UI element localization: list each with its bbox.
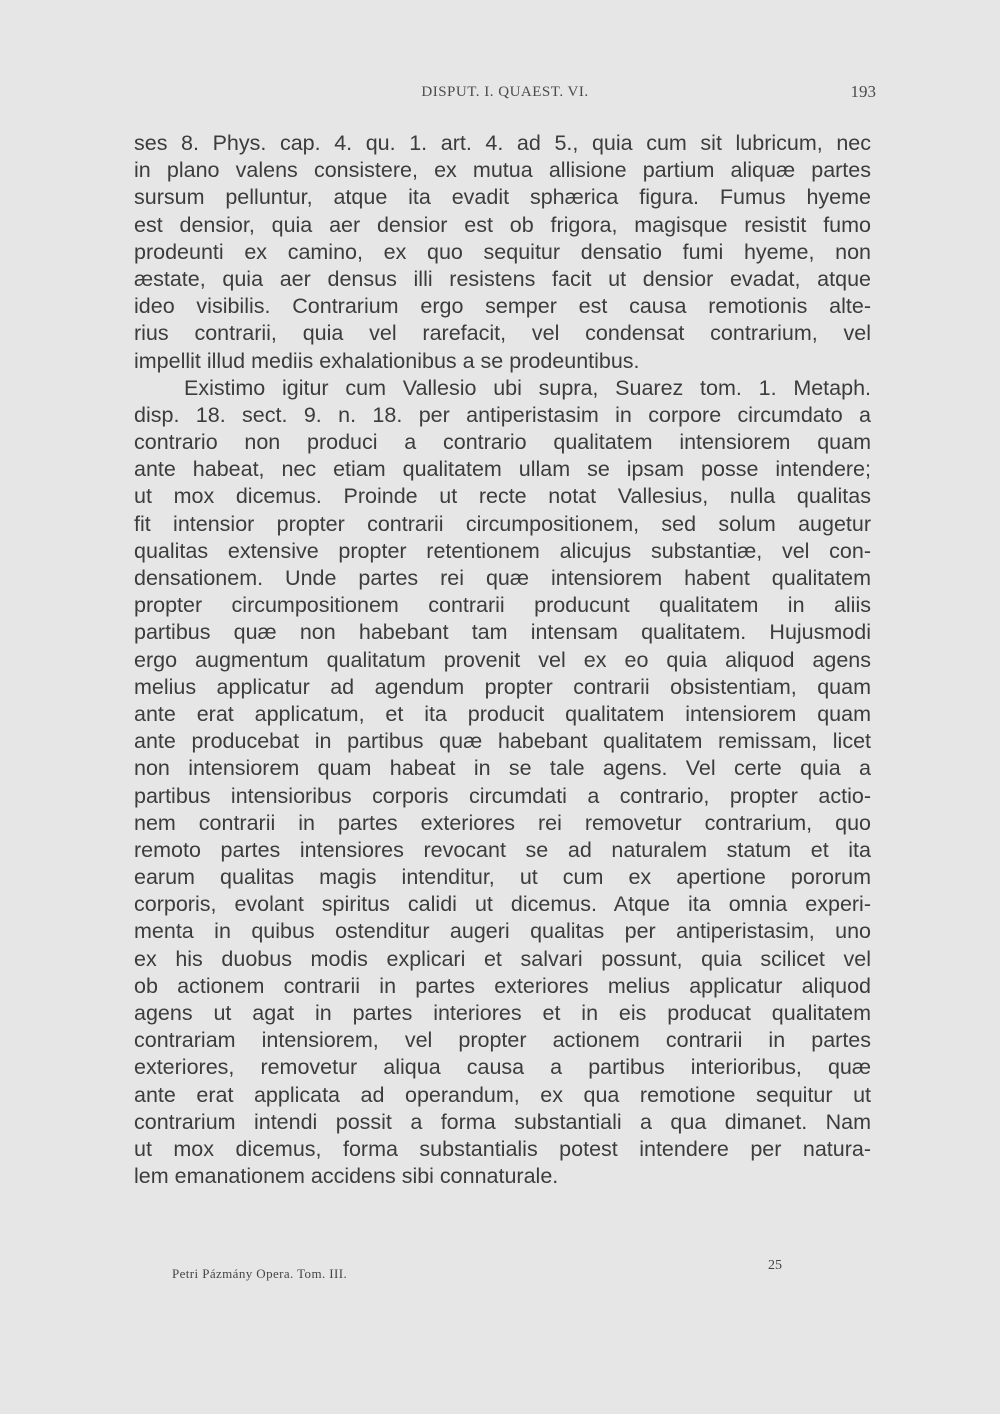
text-line: ante erat applicatum, et ita producit qualitatem intensiorem quam	[134, 701, 871, 726]
text-line: non intensiorem quam habeat in se tale agens. Vel certe quia a	[134, 756, 871, 781]
running-head	[134, 84, 876, 108]
text-line: remoto partes intensiores revocant se ad naturalem statum et ita	[134, 837, 871, 862]
text-line: contrariam intensiorem, vel propter actionem contrarii in partes	[134, 1028, 871, 1053]
text-line: disp. 18. sect. 9. n. 18. per antiperistasim in corpore circumdato a	[134, 402, 871, 427]
text-line: ideo visibilis. Contrarium ergo semper est causa remotionis alte-	[134, 294, 871, 319]
text-line: ex his duobus modis explicari et salvari possunt, quia scilicet vel	[134, 946, 871, 971]
text-line: ob actionem contrarii in partes exteriores melius applicatur aliquod	[134, 973, 871, 998]
text-line: exteriores, removetur aliqua causa a partibus interioribus, quæ	[134, 1055, 871, 1080]
text-line: menta in quibus ostenditur augeri qualitas per antiperistasim, uno	[134, 919, 871, 944]
running-title: DISPUT. I. QUAEST. VI.	[421, 84, 589, 100]
text-line: contrarium intendi possit a forma substantiali a qua dimanet. Nam	[134, 1109, 871, 1134]
text-line: ut mox dicemus, forma substantialis potest intendere per natura-	[134, 1136, 871, 1161]
text-line: lem emanationem accidens sibi connaturale.	[134, 1164, 559, 1189]
text-line: melius applicatur ad agendum propter contrarii obsistentiam, quam	[134, 674, 871, 699]
text-line: ergo augmentum qualitatum provenit vel ex eo quia aliquod agens	[134, 647, 871, 672]
text-line: ses 8. Phys. cap. 4. qu. 1. art. 4. ad 5., quia cum sit lubricum, nec	[134, 131, 871, 155]
text-line: partibus quæ non habebant tam intensam qualitatem. Hujusmodi	[134, 620, 871, 645]
text-line: ut mox dicemus. Proinde ut recte notat Vallesius, nulla qualitas	[134, 484, 871, 509]
body-text	[134, 130, 871, 1190]
text-line: earum qualitas magis intenditur, ut cum ex apertione pororum	[134, 865, 871, 890]
text-line: densationem. Unde partes rei quæ intensiorem habent qualitatem	[134, 566, 871, 590]
text-line: partibus intensioribus corporis circumdati a contrario, propter actio-	[134, 783, 871, 808]
text-line: in plano valens consistere, ex mutua allisione partium aliquæ partes	[134, 158, 871, 183]
text-line: ante erat applicata ad operandum, ex qua remotione sequitur ut	[134, 1082, 871, 1107]
text-line: prodeunti ex camino, ex quo sequitur densatio fumi hyeme, non	[134, 239, 871, 264]
text-line: ante producebat in partibus quæ habebant qualitatem remissam, licet	[134, 729, 871, 754]
page-footer	[172, 1258, 782, 1282]
text-line: propter circumpositionem contrarii producunt qualitatem in aliis	[134, 593, 871, 618]
page-number: 193	[850, 82, 876, 101]
text-line: contrario non produci a contrario qualitatem intensiorem quam	[134, 430, 871, 455]
footer-edition: Petri Pázmány Opera. Tom. III.	[172, 1266, 348, 1281]
text-line: impellit illud mediis exhalationibus a se prodeuntibus.	[134, 348, 640, 373]
text-line: rius contrarii, quia vel rarefacit, vel condensat contrarium, vel	[134, 321, 871, 346]
text-line: nem contrarii in partes exteriores rei removetur contrarium, quo	[134, 810, 871, 835]
text-line: sursum pelluntur, atque ita evadit sphærica figura. Fumus hyeme	[134, 185, 871, 210]
text-line: est densior, quia aer densior est ob frigora, magisque resistit fumo	[134, 212, 871, 237]
text-line: æstate, quia aer densus illi resistens facit ut densior evadat, atque	[134, 266, 871, 291]
text-line: corporis, evolant spiritus calidi ut dicemus. Atque ita omnia experi-	[134, 892, 871, 917]
signature-mark: 25	[768, 1258, 782, 1273]
text-line: qualitas extensive propter retentionem alicujus substantiæ, vel con-	[134, 538, 871, 563]
text-line: Existimo igitur cum Vallesio ubi supra, Suarez tom. 1. Metaph.	[184, 375, 871, 400]
text-line: ante habeat, nec etiam qualitatem ullam se ipsam posse intendere;	[134, 457, 871, 482]
text-line: fit intensior propter contrarii circumpositionem, sed solum augetur	[134, 511, 871, 536]
text-line: agens ut agat in partes interiores et in eis producat qualitatem	[134, 1001, 871, 1025]
